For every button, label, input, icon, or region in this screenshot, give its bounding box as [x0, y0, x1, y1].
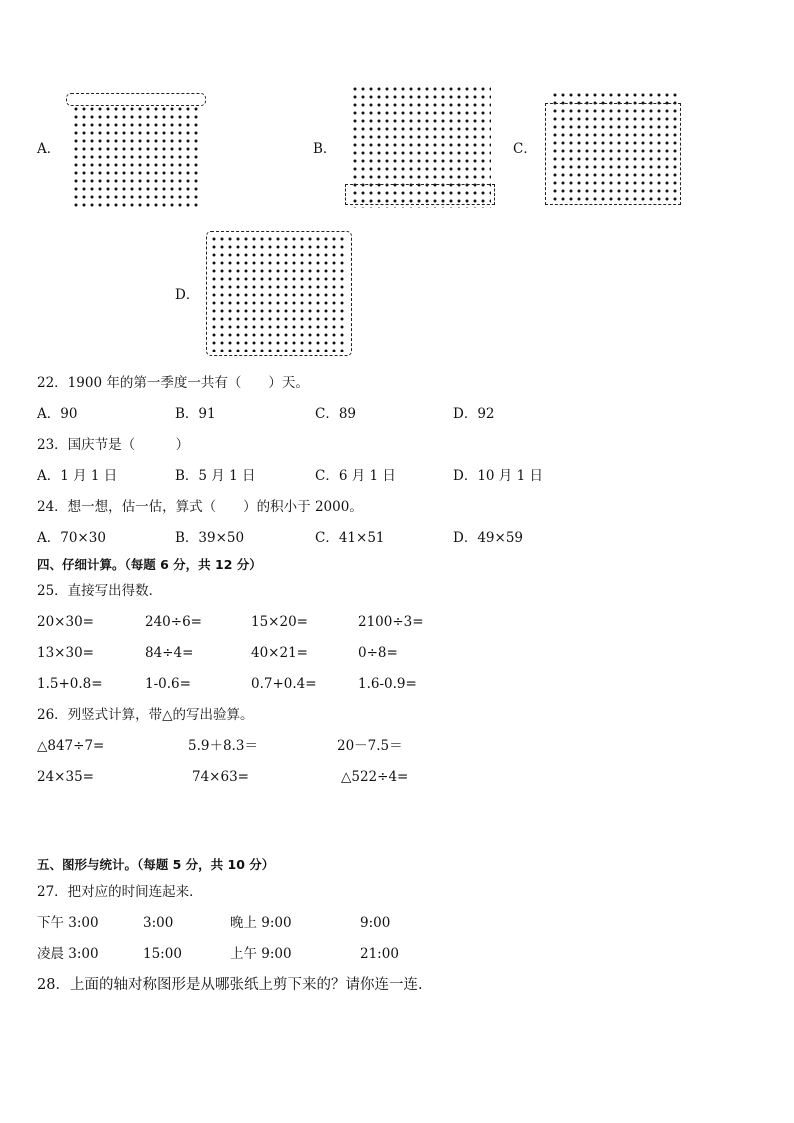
q25-item: 1.6-0.9= — [358, 676, 417, 692]
q26-stem: 26．列竖式计算，带△的写出验算。 — [37, 707, 254, 723]
q26-item: 24×35= — [37, 769, 94, 785]
dashed-outline — [545, 103, 681, 205]
q26-item: 5.9＋8.3＝ — [188, 738, 258, 754]
q24-stem: 24．想一想，估一估，算式（ ）的积小于 2000。 — [37, 499, 363, 515]
option-a-label: A． — [37, 141, 61, 157]
q27-time-item[interactable]: 3:00 — [143, 915, 174, 931]
dashed-outline — [206, 231, 352, 356]
option-d-label: D． — [175, 287, 200, 303]
option-b-label: B． — [313, 141, 337, 157]
q26-item: △847÷7= — [37, 738, 105, 754]
option-a-figure[interactable] — [66, 93, 208, 207]
q25-item: 20×30= — [37, 614, 94, 630]
dot-grid — [72, 105, 200, 209]
q27-stem: 27．把对应的时间连起来． — [37, 884, 203, 900]
q23-option-d[interactable]: D．10 月 1 日 — [453, 468, 543, 484]
q22-option-b[interactable]: B．91 — [175, 406, 216, 422]
q22-option-d[interactable]: D．92 — [453, 406, 495, 422]
q27-time-item[interactable]: 凌晨 3:00 — [37, 946, 99, 962]
q24-option-d[interactable]: D．49×59 — [453, 530, 523, 546]
q26-item: 74×63= — [192, 769, 249, 785]
option-c-figure[interactable] — [545, 91, 683, 207]
q24-option-b[interactable]: B．39×50 — [175, 530, 245, 546]
option-b-figure[interactable] — [345, 85, 497, 208]
option-d-figure[interactable] — [206, 231, 352, 356]
q27-time-item[interactable]: 晚上 9:00 — [230, 915, 292, 931]
q25-item: 1.5+0.8= — [37, 676, 103, 692]
q23-option-a[interactable]: A．1 月 1 日 — [37, 468, 118, 484]
q25-item: 15×20= — [251, 614, 308, 630]
q23-option-c[interactable]: C．6 月 1 日 — [315, 468, 396, 484]
q25-item: 0.7+0.4= — [251, 676, 317, 692]
q27-time-item[interactable]: 15:00 — [143, 946, 182, 962]
q25-item: 40×21= — [251, 645, 308, 661]
dashed-outline — [345, 184, 495, 205]
q28-stem: 28．上面的轴对称图形是从哪张纸上剪下来的？请你连一连. — [37, 977, 423, 993]
q25-item: 84÷4= — [145, 645, 194, 661]
q26-item: 20－7.5＝ — [337, 738, 403, 754]
q27-time-item[interactable]: 9:00 — [360, 915, 391, 931]
q24-option-c[interactable]: C．41×51 — [315, 530, 385, 546]
section5-heading: 五、图形与统计。（每题 5 分，共 10 分） — [37, 857, 275, 872]
q27-time-item[interactable]: 下午 3:00 — [37, 915, 99, 931]
q23-stem: 23．国庆节是（ ） — [37, 437, 190, 453]
q25-item: 240÷6= — [145, 614, 202, 630]
section4-heading: 四、仔细计算。（每题 6 分，共 12 分） — [37, 557, 262, 572]
q27-time-item[interactable]: 21:00 — [360, 946, 399, 962]
q24-option-a[interactable]: A．70×30 — [37, 530, 106, 546]
dashed-outline — [66, 93, 206, 106]
q25-item: 0÷8= — [358, 645, 398, 661]
q25-item: 13×30= — [37, 645, 94, 661]
q27-time-item[interactable]: 上午 9:00 — [230, 946, 292, 962]
q22-option-a[interactable]: A．90 — [37, 406, 78, 422]
q22-option-c[interactable]: C．89 — [315, 406, 357, 422]
q25-item: 1-0.6= — [145, 676, 191, 692]
q23-option-b[interactable]: B．5 月 1 日 — [175, 468, 256, 484]
q22-stem: 22．1900 年的第一季度一共有（ ）天。 — [37, 375, 309, 391]
q26-item: △522÷4= — [341, 769, 409, 785]
option-c-label: C． — [513, 141, 537, 157]
q25-item: 2100÷3= — [358, 614, 424, 630]
q25-stem: 25．直接写出得数． — [37, 583, 163, 599]
